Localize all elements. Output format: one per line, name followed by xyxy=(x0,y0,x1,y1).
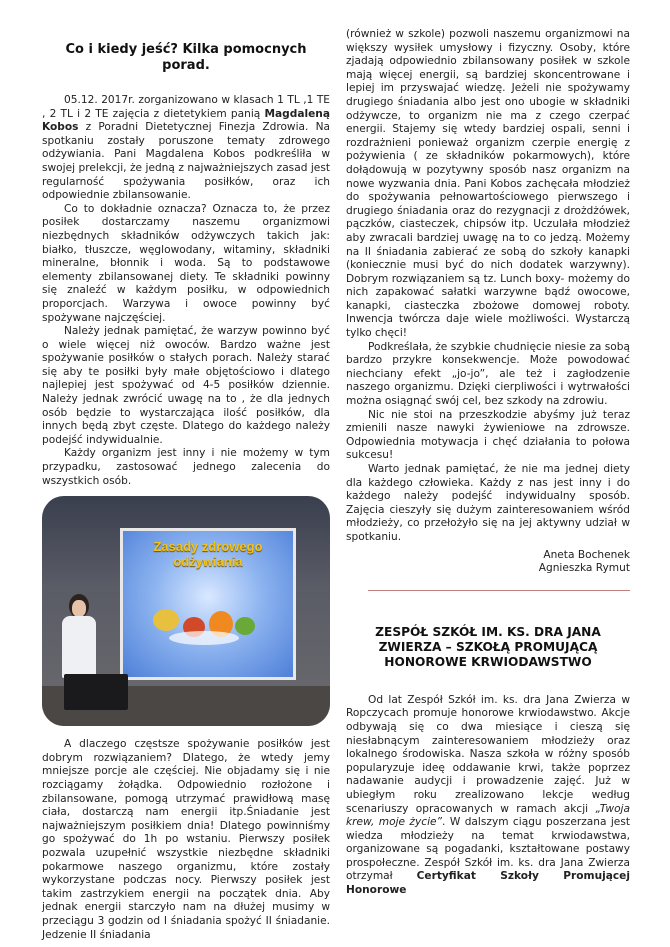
text-span: 05.12. 2017r. zorganizowano w klasach 1 TL ,1 TE , 2 TL i 2 TE zajęcia z dietetykiem panią xyxy=(42,94,330,120)
article-title: Co i kiedy jeść? Kilka pomocnych porad. xyxy=(65,42,307,73)
campaign-name: „Twoja krew, moje życie” xyxy=(346,802,630,829)
laptop-shape xyxy=(64,674,128,710)
paragraph: Co to dokładnie oznacza? Oznacza to, że przez posiłek dostarczamy naszemu organizmowi niezbędnych składników odżywczych takich jak: białko, tłuszcze, węglowodany, witaminy, składniki mineralne, błonnik i woda. Są to podstawowe elementy zbilansowanej diety. Te składniki powinny się znaleźć w każdym posiłku, w odpowiednich proporcjach. Warzywa i owoce powinny być spożywane najczęściej. xyxy=(42,202,330,324)
text-span: z Poradni Dietetycznej Finezja Zdrowia. Na spotkaniu zostały poruszone tematy zdrowego odżywiania. Pani Magdalena Kobos podkreśliła w swojej prelekcji, że jedną z najważniejszych zasad jest regularność spożywania posiłków, oraz ich odpowiednie zbilansowanie. xyxy=(42,121,330,202)
right-column xyxy=(346,28,630,898)
paragraph: Podkreślała, że szybkie chudnięcie niesie za sobą bardzo przykre konsekwencje. Może powodować niechciany efekt „jo-jo”, ale też i zagłodzenie naszego organizmu. Dzięki cierpliwości i wytrwałości można osiągnąć swój cel, bez szkody na zdrowiu. xyxy=(346,340,630,408)
paragraph xyxy=(42,94,330,203)
section-title: ZESPÓŁ SZKÓŁ IM. KS. DRA JANA ZWIERZA – SZKOŁĄ PROMUJĄCĄ HONOROWE KRWIODAWSTWO xyxy=(375,624,601,669)
fruit-shape xyxy=(235,617,255,635)
paragraph: A dlaczego częstsze spożywanie posiłków jest dobrym rozwiązaniem? Dlatego, że wtedy jemy mniejsze porcje ale częściej. Nie objadamy się i nie rozciągamy żołądka. Odpowiednio rozłożone i zbilansowane, pomogą utrzymać prawidłową masę ciała, dostarczą nam energii itp.Śniadanie jest najważniejszym posiłkiem dnia! Dlatego powinniśmy go spożywać do 1h po wstaniu. Pierwszy posiłek pozwala uzupełnić wszystkie niezbędne składniki pokarmowe naszego organizmu, które zostały wykorzystane podczas nocy. Pierwszy posiłek jest takim zastrzykiem energii na początek dnia. Aby jednak energii starczyło nam na dłużej musimy w przeciągu 3 godzin od I śniadania spożyć II śniadanie. Jedzenie II śniadania xyxy=(42,738,330,941)
event-photo xyxy=(42,496,330,726)
fruit-shape xyxy=(153,609,179,631)
paragraph: Warto jednak pamiętać, że nie ma jednej diety dla każdego człowieka. Każdy z nas jest inny i do każdego należy podejść indywidualny sposób. Zajęcia cieszyły się dużym zainteresowaniem wśród młodzieży, co przełożyło się na jej aktywny udział w spotkaniu. xyxy=(346,463,630,543)
left-column xyxy=(42,28,330,942)
author-name: Agnieszka Rymut xyxy=(538,562,630,575)
author-name: Aneta Bochenek xyxy=(543,548,630,561)
paragraph: Nic nie stoi na przeszkodzie abyśmy już teraz zmienili nasze nawyki żywieniowe na zdrowsze. Odpowiednia motywacja i chęć działania to połowa sukcesu! xyxy=(346,408,630,462)
text-span: . W dalszym ciągu poszerzana jest wiedza młodzieży na temat krwiodawstwa, organizowane są pogadanki, kształtowane postawy prospołeczne. Zespół Szkół im. ks. dra Jana Zwierza otrzymał xyxy=(346,816,630,883)
speaker-name: Magdaleną Kobos xyxy=(42,107,330,134)
paragraph xyxy=(346,694,630,898)
projector-screen xyxy=(120,528,296,680)
face-shape xyxy=(72,600,86,617)
paragraph: (również w szkole) pozwoli naszemu organizmowi na większy wysiłek umysłowy i fizyczny. Osoby, które zjadają odpowiednio zbilansowany posiłek w szkole mają więcej energii, są bardziej skoncentrowane i lepiej im przyswajać wiedzę. Jeżeli nie spożywamy drugiego śniadania albo jest ono ubogie w składniki odżywcze, to organizm nie ma z czego czerpać energii. Stajemy się wtedy bardziej ospali, senni i rozdrażnieni ponieważ organizm czerpie energię z pożywienia ( ze składników pokarmowych), które dołądowują w pozytywny sposób nasz organizm na nowe wyzwania dnia. Pani Kobos zachęcała młodzież do spożywania pełnowartościowego pierwszego i drugiego śniadania oraz do rezygnacji z drożdżówek, pączków, ciasteczek, chipsów itp. Uczulała młodzież aby zwracali bardziej uwagę na to co jedzą. Możemy na II śniadania zabierać ze sobą do szkoły kanapki (koniecznie musi być do nich dodatek warzywny). Dobrym rozwiązaniem są tz. Lunch boxy- możemy do nich zapakować sałatki warzywne bądź owocowe, kanapki, ciasteczka zbożowe domowej roboty. Inwencja twórcza daje wiele możliwości. Wystarczą tylko chęci! xyxy=(346,28,630,340)
fruit-shape xyxy=(169,631,239,645)
slide-title: Zasady zdrowego odżywiania xyxy=(153,539,263,570)
certificate-name: Certyfikat Szkoły Promującej Honorowe xyxy=(346,870,630,897)
torso-shape xyxy=(62,616,96,678)
paragraph: Każdy organizm jest inny i nie możemy w tym przypadku, zastosować jednego zalecenia do wszystkich osób. xyxy=(42,447,330,487)
paragraph: Należy jednak pamiętać, że warzyw powinno być o wiele więcej niż owoców. Bardzo ważne jest spożywanie posiłków o stałych porach. Należy starać się aby te posiłki były małe objętościowo i dlatego najlepiej jest spożywać od 4-5 posiłków dziennie. Należy jednak zwrócić uwagę na to , że dla jednych osób będzie to wystarczająca ilość posiłków, dla innych będą zbyt częste. Dlatego do każdego należy podejść indywidualnie. xyxy=(42,325,330,446)
section-divider xyxy=(368,590,630,591)
text-span: Od lat Zespół Szkół im. ks. dra Jana Zwierza w Ropczycach promuje honorowe krwiodawstwo. Akcje odbywają się co dwa miesiące i cieszą się niesłabnącym zainteresowaniem młodzieży oraz lokalnego środowiska. Nasza szkoła w różny sposób popularyzuje ideę oddawanie krwi, także poprzez nadawanie audycji i prowadzenie zajęć. Już w ubiegłym roku zrealizowano lekcje według scenariuszy opracowanych w ramach akcji xyxy=(346,693,630,815)
